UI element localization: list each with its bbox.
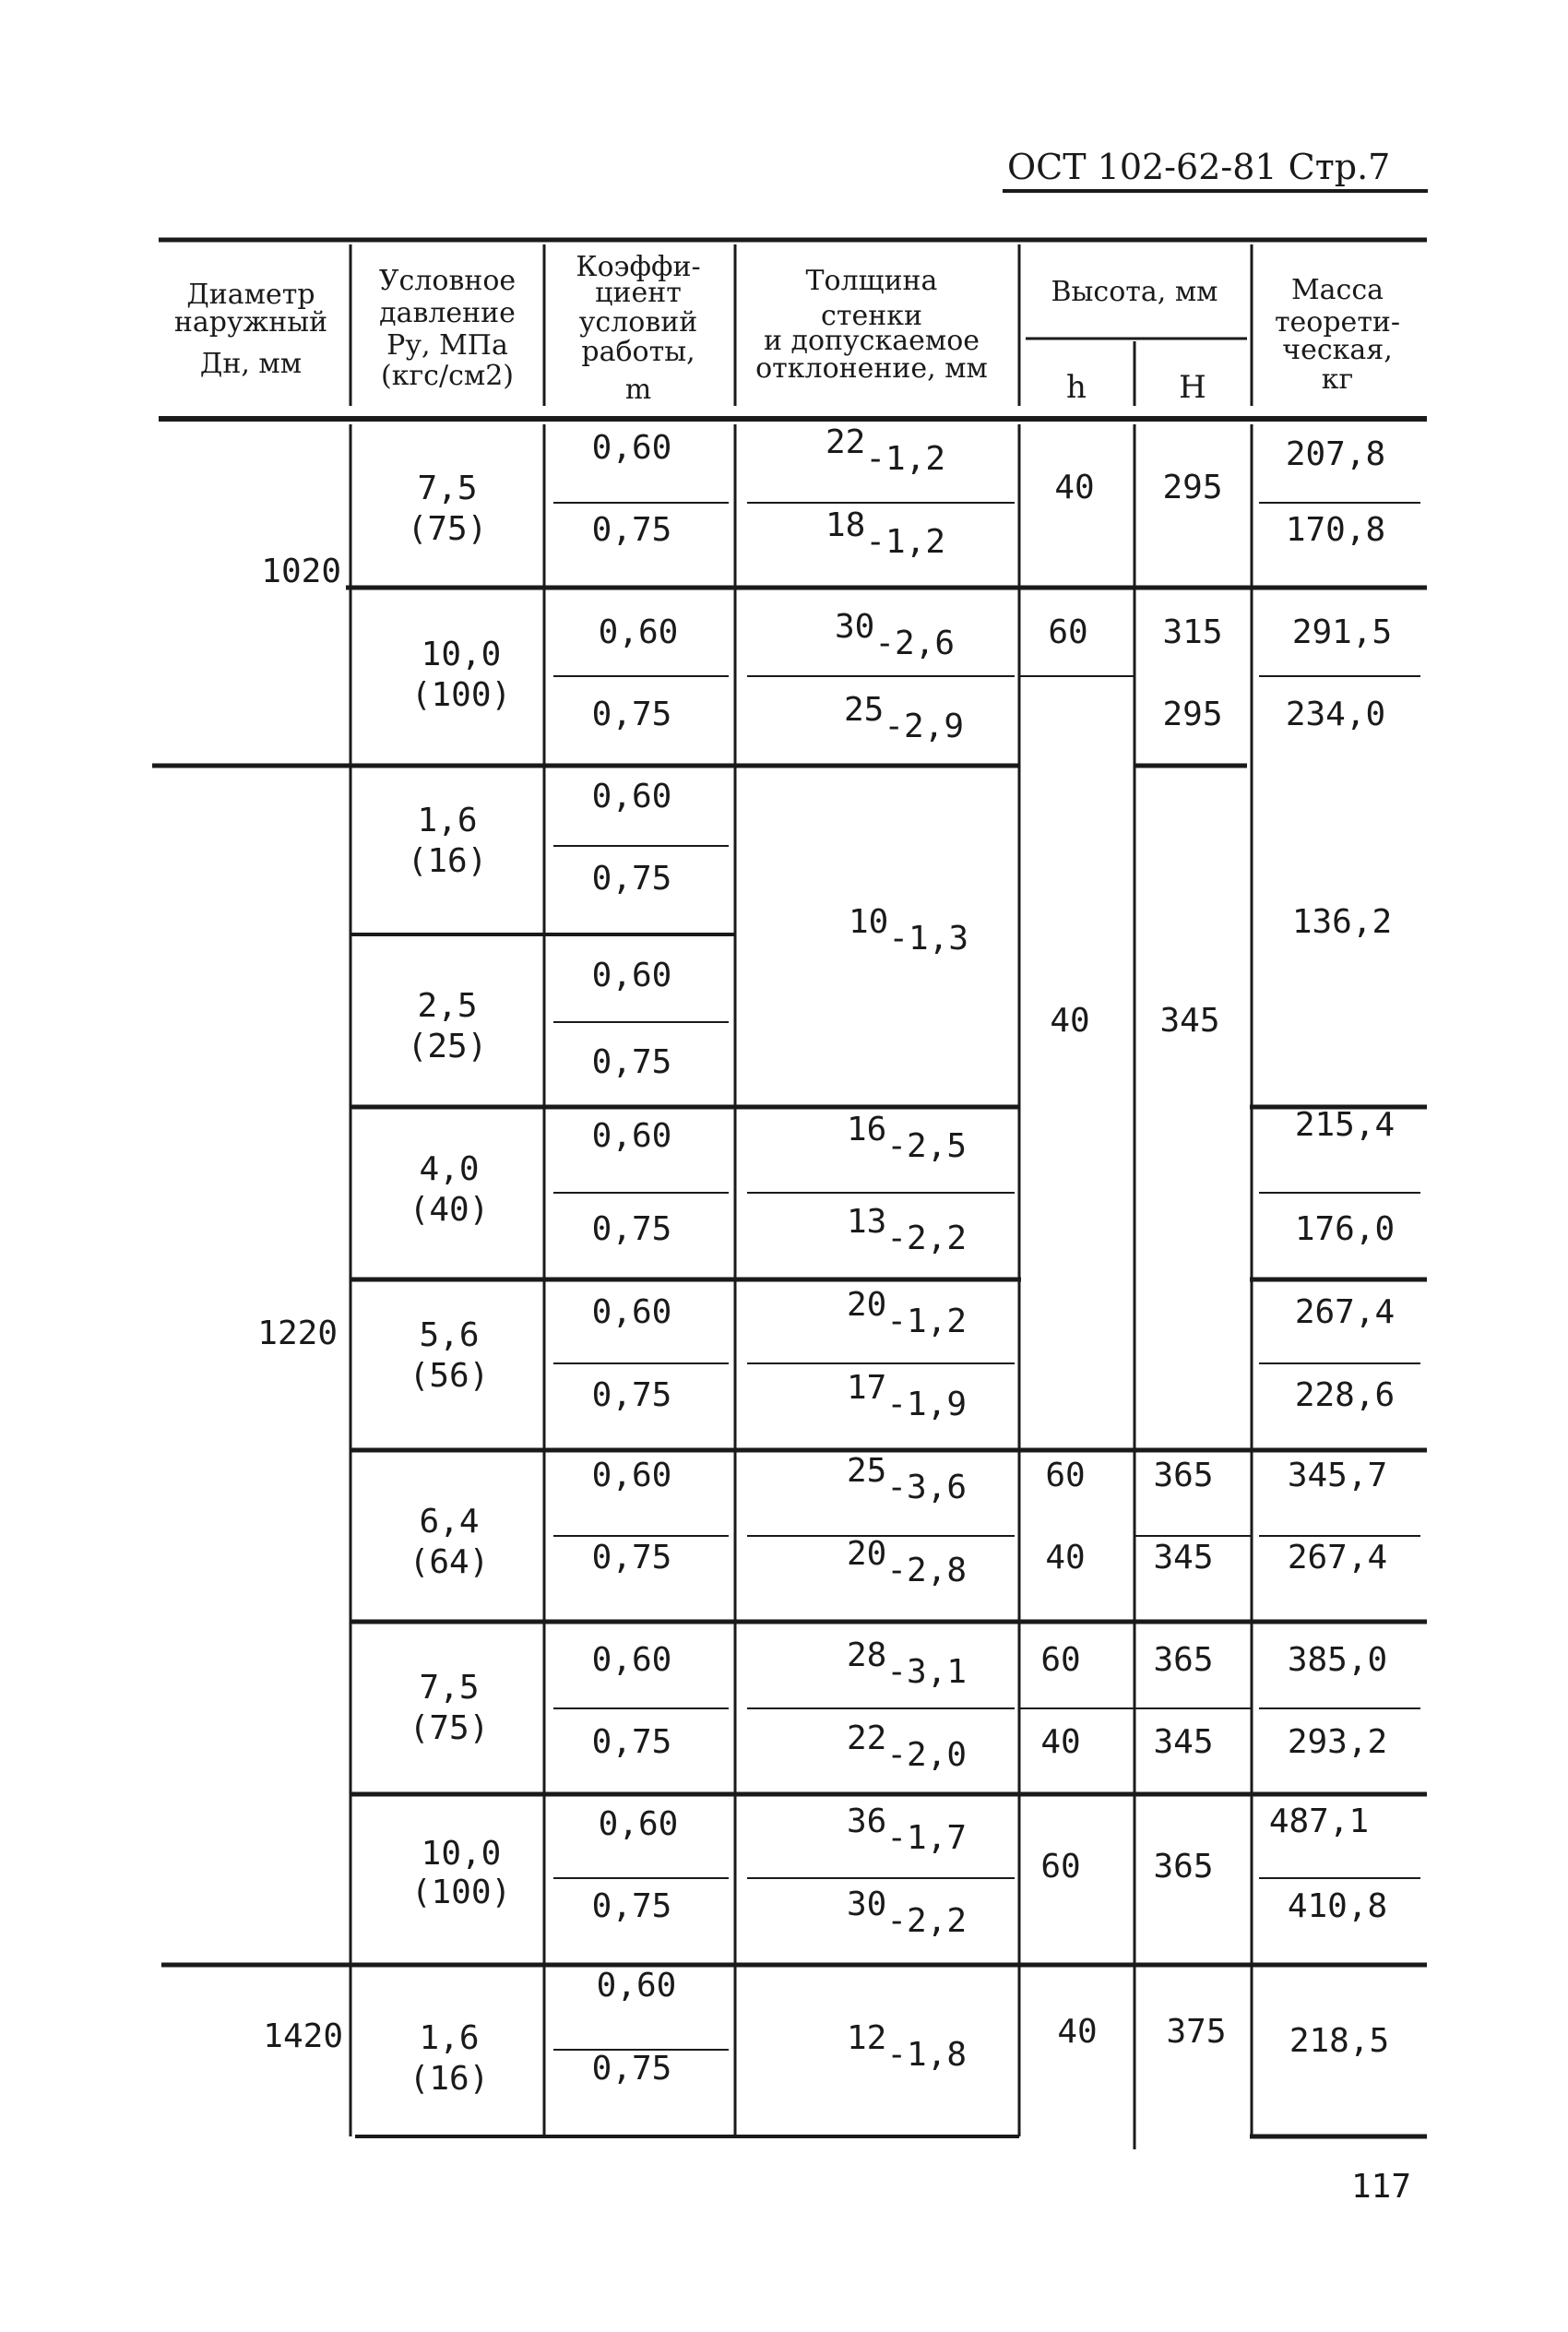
pressure-value: 7,5 (419, 1669, 480, 1707)
coef-cell: 0,75 (591, 1210, 672, 1248)
height-H-cell: 365 (1153, 1457, 1214, 1494)
coef-cell: 0,60 (591, 1641, 672, 1679)
header-pressure-line2: давление (379, 297, 516, 329)
mass-cell: 291,5 (1291, 613, 1393, 651)
header-mass-line3: ческая, (1282, 334, 1393, 366)
thickness-cell: $30_{-2,6}$ (835, 608, 956, 662)
pressure-kgf: (16) (409, 2060, 490, 2098)
thickness-cell: $28_{-3,1}$ (847, 1636, 968, 1691)
height-H-cell: 345 (1153, 1539, 1214, 1576)
height-h-cell: 60 (1045, 1457, 1086, 1494)
thickness-cell: $13_{-2,2}$ (847, 1203, 968, 1257)
mass-cell: 170,8 (1285, 511, 1386, 549)
diameter-1220: 1220 (257, 1315, 338, 1352)
pressure-value: 1,6 (419, 2019, 480, 2057)
header-pressure-line4: (кгс/см2) (380, 360, 515, 392)
pressure-kgf: (75) (409, 1709, 490, 1747)
diameter-1420: 1420 (263, 2017, 343, 2055)
thickness-cell: $16_{-2,5}$ (847, 1111, 968, 1165)
pressure-kgf: (100) (410, 676, 512, 714)
height-h-cell: 60 (1040, 1641, 1081, 1679)
pressure-value: 6,4 (419, 1503, 480, 1541)
header-mass-line4: кг (1321, 363, 1354, 396)
coef-cell: 0,60 (591, 1117, 672, 1155)
thickness-cell: $18_{-1,2}$ (826, 506, 946, 561)
document-header: ОСТ 102-62-81 Стр.7 (1007, 147, 1391, 187)
pressure-value: 1,6 (417, 802, 478, 839)
thickness-cell: $22_{-1,2}$ (826, 423, 946, 478)
header-thickness-line4: отклонение, мм (755, 352, 988, 385)
header-coef-line1: Коэффи- (576, 251, 701, 283)
coef-cell: 0,75 (591, 2050, 672, 2088)
coef-cell: 0,60 (591, 1457, 672, 1494)
pressure-value: 4,0 (419, 1150, 480, 1188)
height-H-cell: 315 (1162, 613, 1223, 651)
header-thickness-line2: стенки (821, 300, 922, 332)
pressure-kgf: (40) (409, 1191, 490, 1229)
coef-cell: 0,75 (591, 1376, 672, 1414)
header-height-h: h (1066, 369, 1087, 406)
pressure-value: 2,5 (417, 987, 478, 1025)
height-h-cell: 60 (1040, 1848, 1081, 1886)
header-coef-line2: циент (595, 277, 682, 309)
header-coef-line4: работы, (581, 336, 695, 368)
mass-cell: 215,4 (1294, 1106, 1396, 1144)
height-H-cell: 295 (1162, 469, 1223, 506)
mass-cell: 176,0 (1294, 1210, 1396, 1248)
pressure-kgf: (16) (407, 842, 488, 880)
height-h-cell: 60 (1048, 613, 1088, 651)
coef-cell: 0,75 (591, 860, 672, 898)
pressure-kgf: (64) (409, 1543, 490, 1581)
header-diameter-line3: Дн, мм (199, 348, 303, 380)
thickness-cell: $20_{-1,2}$ (847, 1286, 968, 1340)
coef-cell: 0,60 (596, 1967, 677, 2005)
mass-cell: 345,7 (1287, 1457, 1388, 1494)
header-mass-line1: Масса (1290, 274, 1384, 306)
pressure-value: 7,5 (417, 470, 478, 507)
header-diameter-line2: наружный (173, 306, 328, 339)
coef-cell: 0,75 (591, 1539, 672, 1576)
header-thickness-line1: Толщина (805, 265, 938, 297)
header-thickness-line3: и допускаемое (763, 325, 980, 357)
header-height: Высота, мм (1051, 276, 1218, 308)
mass-cell: 228,6 (1294, 1376, 1396, 1414)
pressure-kgf: (75) (407, 510, 488, 548)
header-coef-line3: условий (578, 306, 698, 339)
header-pressure-line3: Ру, МПа (386, 329, 508, 362)
pressure-value: 10,0 (421, 636, 502, 673)
coef-cell: 0,75 (591, 511, 672, 549)
coef-cell: 0,60 (598, 613, 679, 651)
height-H-cell: 375 (1166, 2013, 1227, 2051)
thickness-cell: $10_{-1,3}$ (849, 903, 969, 958)
header-pressure-line1: Условное (378, 265, 517, 297)
thickness-cell: $36_{-1,7}$ (847, 1803, 968, 1857)
thickness-cell: $17_{-1,9}$ (847, 1369, 968, 1423)
mass-cell: 385,0 (1287, 1641, 1388, 1679)
thickness-cell: $12_{-1,8}$ (847, 2019, 968, 2074)
mass-cell: 487,1 (1268, 1803, 1370, 1840)
coef-cell: 0,60 (591, 429, 672, 467)
header-height-H: H (1179, 369, 1206, 406)
height-H-cell: 295 (1162, 696, 1223, 733)
pressure-value: 10,0 (421, 1835, 502, 1873)
height-h-cell: 40 (1045, 1539, 1086, 1576)
mass-cell: 293,2 (1287, 1723, 1388, 1761)
thickness-cell: $25_{-2,9}$ (844, 691, 965, 745)
height-h-cell: 40 (1040, 1723, 1081, 1761)
height-H-cell: 365 (1153, 1641, 1214, 1679)
mass-cell: 136,2 (1291, 903, 1393, 941)
height-H-cell: 345 (1159, 1002, 1220, 1040)
page-number: 117 (1351, 2168, 1412, 2206)
thickness-cell: $25_{-3,6}$ (847, 1452, 968, 1506)
mass-cell: 218,5 (1289, 2022, 1390, 2060)
pressure-value: 5,6 (419, 1316, 480, 1354)
coef-cell: 0,75 (591, 1043, 672, 1081)
thickness-cell: $20_{-2,8}$ (847, 1535, 968, 1589)
height-h-cell: 40 (1054, 469, 1095, 506)
coef-cell: 0,60 (598, 1805, 679, 1843)
thickness-cell: $22_{-2,0}$ (847, 1719, 968, 1774)
coef-cell: 0,60 (591, 778, 672, 815)
coef-cell: 0,60 (591, 957, 672, 994)
height-H-cell: 345 (1153, 1723, 1214, 1761)
coef-cell: 0,75 (591, 696, 672, 733)
height-h-cell: 40 (1050, 1002, 1090, 1040)
header-mass-line2: теорети- (1274, 306, 1401, 339)
height-H-cell: 365 (1153, 1848, 1214, 1886)
mass-cell: 410,8 (1287, 1887, 1388, 1925)
coef-cell: 0,75 (591, 1887, 672, 1925)
pressure-kgf: (25) (407, 1028, 488, 1065)
pressure-kgf: (100) (410, 1874, 512, 1911)
mass-cell: 267,4 (1294, 1293, 1396, 1331)
coef-cell: 0,75 (591, 1723, 672, 1761)
mass-cell: 207,8 (1285, 435, 1386, 473)
mass-cell: 234,0 (1285, 696, 1386, 733)
height-h-cell: 40 (1057, 2013, 1098, 2051)
diameter-1020: 1020 (261, 553, 341, 590)
thickness-cell: $30_{-2,2}$ (847, 1886, 968, 1940)
coef-cell: 0,60 (591, 1293, 672, 1331)
header-diameter-line1: Диаметр (186, 279, 315, 311)
header-coef-line5: m (624, 374, 652, 406)
pressure-kgf: (56) (409, 1357, 490, 1395)
mass-cell: 267,4 (1287, 1539, 1388, 1576)
